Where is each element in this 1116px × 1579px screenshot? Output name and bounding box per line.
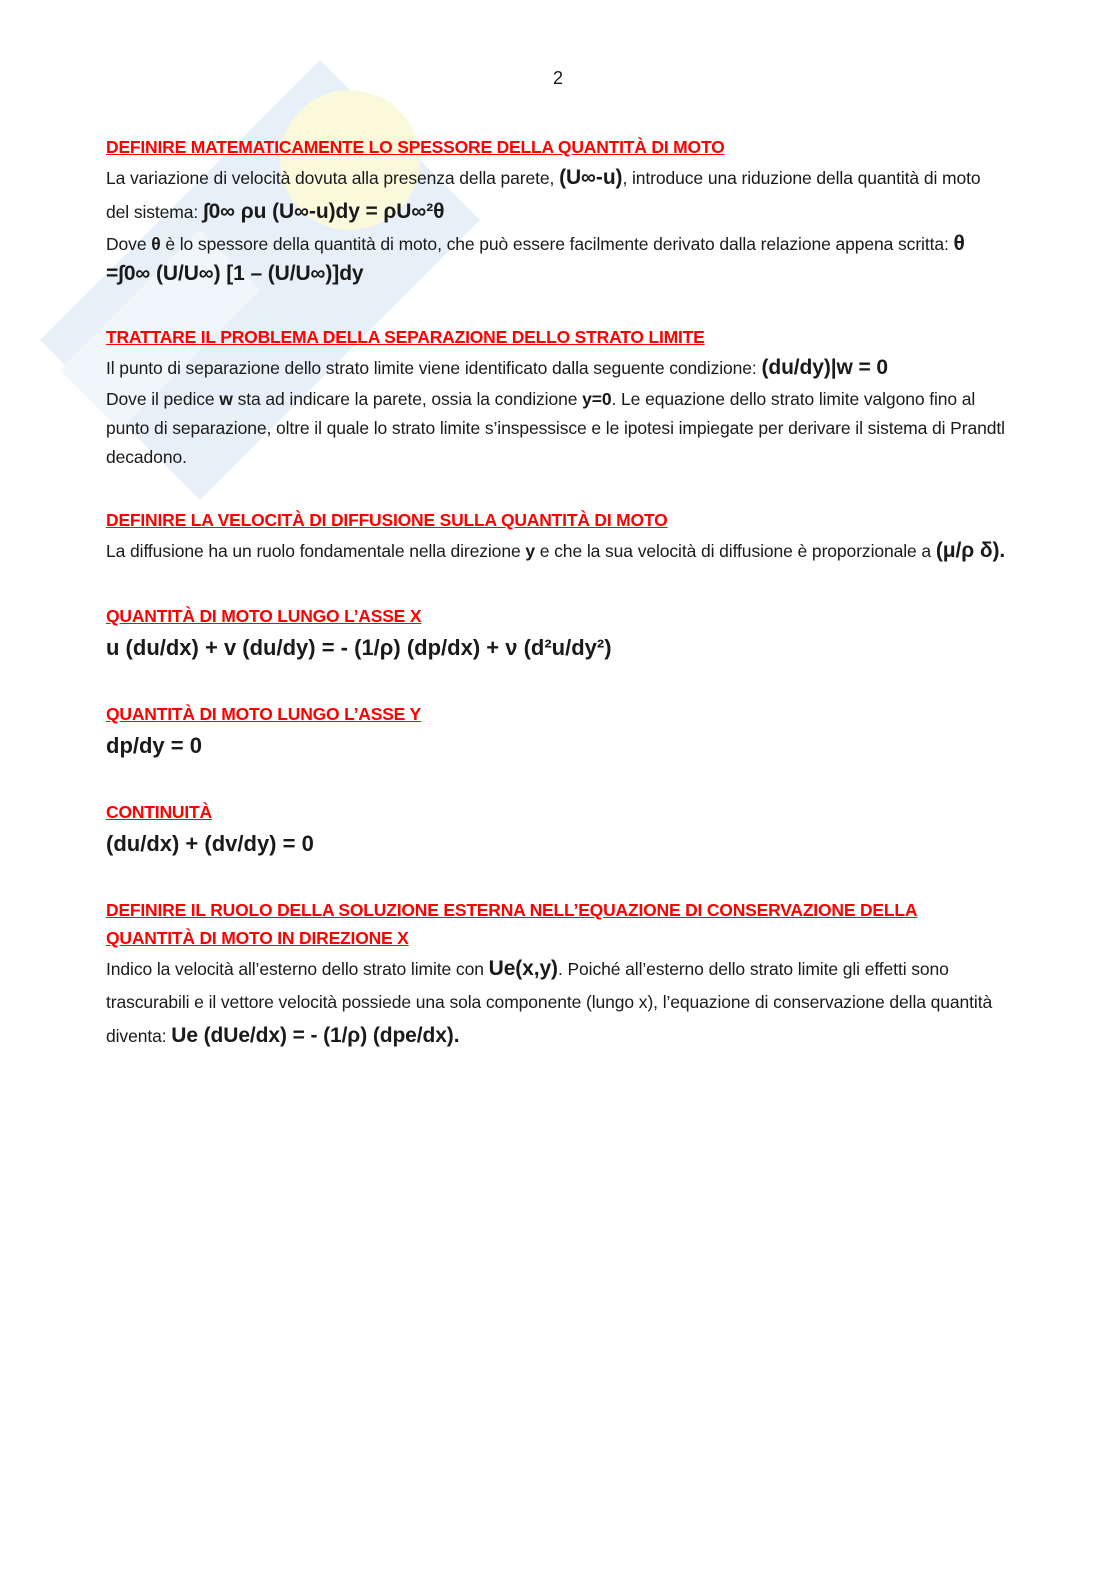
text: Dove il pedice (106, 389, 215, 409)
section-heading: CONTINUITÀ (106, 802, 212, 822)
bold-symbol: y=0 (582, 389, 612, 409)
section-boundary-layer-separation (106, 323, 1006, 472)
paragraph (106, 229, 1006, 289)
section-external-solution (106, 896, 1006, 1053)
text: La diffusione ha un ruolo fondamentale nella direzione (106, 541, 521, 561)
equation-separation-condition: (du/dy)|w = 0 (761, 356, 888, 379)
text: e che la sua velocità di diffusione è proporzionale a (539, 541, 932, 561)
page-number: 2 (552, 68, 563, 88)
section-heading: DEFINIRE LA VELOCITÀ DI DIFFUSIONE SULLA QUANTITÀ DI MOTO (106, 510, 668, 530)
bold-symbol: θ (151, 234, 161, 254)
section-heading: DEFINIRE MATEMATICAMENTE LO SPESSORE DELLA QUANTITÀ DI MOTO (106, 137, 725, 157)
bold-symbol: w (219, 389, 233, 409)
section-heading: QUANTITÀ DI MOTO LUNGO L’ASSE X (106, 606, 422, 626)
section-diffusion-velocity (106, 506, 1006, 568)
text: , introduce una riduzione della quantità di moto del sistema: (106, 168, 981, 222)
paragraph (106, 385, 1006, 472)
document-body (106, 133, 1006, 1087)
equation-external-momentum: Ue (dUe/dx) = - (1/ρ) (dpe/dx). (171, 1024, 460, 1047)
section-heading: QUANTITÀ DI MOTO LUNGO L’ASSE Y (106, 704, 421, 724)
bold-symbol: y (525, 541, 535, 561)
paragraph (106, 161, 1006, 229)
text: . Le equazione dello strato limite valgono fino al punto di separazione, oltre il quale lo strato limite s’inspessisce e le ipotesi impiegate per derivare il sistema di Prandtl decadono. (106, 389, 1005, 467)
paragraph (106, 534, 1006, 568)
equation-external-velocity: Ue(x,y) (488, 957, 558, 980)
paragraph (106, 351, 1006, 385)
paragraph (106, 952, 1006, 1053)
section-heading: TRATTARE IL PROBLEMA DELLA SEPARAZIONE DELLO STRATO LIMITE (106, 327, 705, 347)
text: sta ad indicare la parete, ossia la condizione (237, 389, 578, 409)
section-momentum-thickness (106, 133, 1006, 289)
section-momentum-x (106, 602, 1006, 666)
equation-continuity: (du/dx) + (dv/dy) = 0 (106, 831, 314, 856)
equation-momentum-y: dp/dy = 0 (106, 733, 202, 758)
equation-momentum-thickness: θ =∫0∞ (U/U∞) [1 – (U/U∞)]dy (106, 232, 965, 285)
equation-diffusion-velocity: (μ/ρ δ). (935, 539, 1006, 562)
text: è lo spessore della quantità di moto, che può essere facilmente derivato dalla relazione appena scritta: (165, 234, 949, 254)
section-momentum-y (106, 700, 1006, 764)
equation-momentum-x: u (du/dx) + v (du/dy) = - (1/ρ) (dp/dx) + ν (d²u/dy²) (106, 635, 612, 660)
equation-velocity-deficit: (U∞-u) (559, 166, 623, 189)
text: Il punto di separazione dello strato limite viene identificato dalla seguente condizione: (106, 358, 757, 378)
section-heading: DEFINIRE IL RUOLO DELLA SOLUZIONE ESTERNA NELL’EQUAZIONE DI CONSERVAZIONE DELLA QUANTITÀ DI MOTO IN DIREZIONE X (106, 900, 918, 948)
text: La variazione di velocità dovuta alla presenza della parete, (106, 168, 555, 188)
text: Indico la velocità all’esterno dello strato limite con (106, 959, 484, 979)
text: Dove (106, 234, 147, 254)
equation-momentum-deficit: ∫0∞ ρu (U∞-u)dy = ρU∞²θ (202, 200, 445, 223)
section-continuity (106, 798, 1006, 862)
text: . Poiché all’esterno dello strato limite gli effetti sono trascurabili e il vettore velocità possiede una sola componente (lungo x), l’equazione di conservazione della quantità diventa: (106, 959, 993, 1046)
